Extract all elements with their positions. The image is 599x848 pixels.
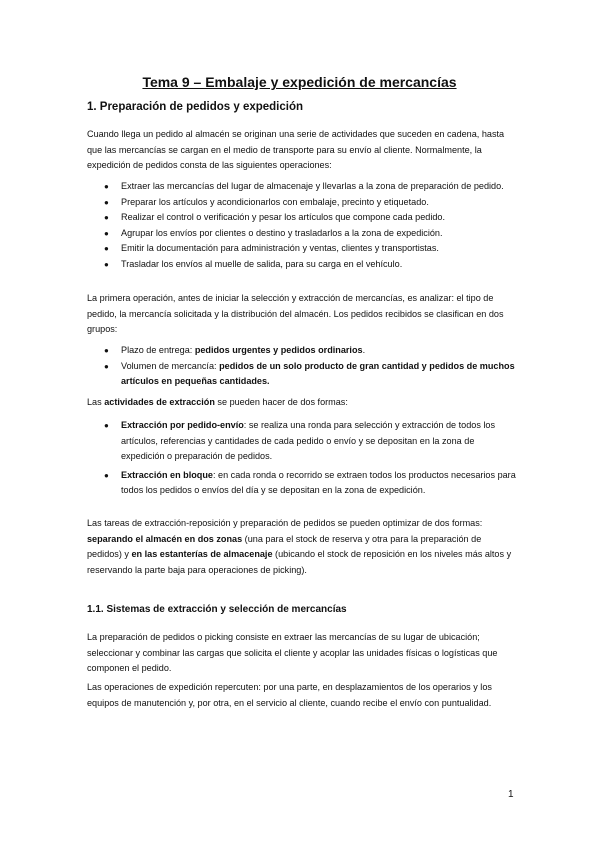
operations-list <box>104 179 518 272</box>
list-item: ● Preparar los artículos y acondicionarlos con embalaje, precinto y etiquetado. <box>104 195 518 211</box>
list-item: ● Agrupar los envíos por clientes o destino y trasladarlos a la zona de expedición. <box>104 226 518 242</box>
picking-paragraph: La preparación de pedidos o picking consiste en extraer las mercancías de su lugar de ubicación; seleccionar y combinar las cargas que solicita el cliente y acoplar las unidades físicas o logísticas que componen el pedido. <box>87 632 498 673</box>
bullet-icon: ● <box>104 197 109 207</box>
bullet-icon: ● <box>104 244 109 253</box>
subsection-heading: 1.1. Sistemas de extracción y selección de mercancías <box>87 604 347 615</box>
list-item: ● Plazo de entrega: pedidos urgentes y pedidos ordinarios. <box>104 343 518 359</box>
bullet-icon: ● <box>104 346 109 355</box>
first-operation-paragraph: La primera operación, antes de iniciar la selección y extracción de mercancías, es analizar: el tipo de pedido, la mercancía solicitada y la distribución del almacén. Los pedidos recibidos se clasifican en dos grupos: <box>87 293 504 334</box>
bullet-icon: ● <box>104 259 109 269</box>
document-title: Tema 9 – Embalaje y expedición de mercancías <box>142 74 457 90</box>
list-item: ● Realizar el control o verificación y pesar los artículos que compone cada pedido. <box>104 210 518 226</box>
page-number: 1 <box>508 789 514 800</box>
list-item: ● Extraer las mercancías del lugar de almacenaje y llevarlas a la zona de preparación de pedido. <box>104 179 518 195</box>
bullet-icon: ● <box>104 421 109 430</box>
list-item: ● Trasladar los envíos al muelle de salida, para su carga en el vehículo. <box>104 257 518 273</box>
bullet-icon: ● <box>104 470 109 480</box>
bullet-icon: ● <box>104 361 109 371</box>
bullet-icon: ● <box>104 182 109 191</box>
extraction-forms-list <box>104 418 518 502</box>
bullet-icon: ● <box>104 228 109 238</box>
section-heading: 1. Preparación de pedidos y expedición <box>87 101 304 113</box>
list-item: ● Emitir la documentación para administración y ventas, clientes y transportistas. <box>104 241 518 257</box>
optimization-paragraph: Las tareas de extracción-reposición y preparación de pedidos se pueden optimizar de dos formas: separando el almacén en dos zonas (una para el stock de reserva y otra para la preparación de pedidos) y en las estanterías de almacenaje (ubicando el stock de reposición en los niveles más altos y reservando la parte baja para operaciones de picking). <box>87 518 512 575</box>
intro-paragraph: Cuando llega un pedido al almacén se originan una serie de actividades que suceden en cadena, hasta que las mercancías se cargan en el medio de transporte para su envío al cliente. Normalmente, la expedición de pedidos consta de las siguientes operaciones: <box>87 129 505 170</box>
extraction-intro: Las actividades de extracción se pueden hacer de dos formas: <box>87 397 348 407</box>
list-item: ● Extracción en bloque: en cada ronda o recorrido se extraen todos los productos necesarios para todos los pedidos o envíos del día y se depositan en la zona de expedición. <box>104 469 516 495</box>
list-item: ● Extracción por pedido-envío: se realiza una ronda para selección y extracción de todos los artículos, referencias y cantidades de cada pedido o envío y se depositan en la zona de expedición o preparación de pedidos. <box>104 420 496 461</box>
list-item: ● Volumen de mercancía: pedidos de un solo producto de gran cantidad y pedidos de muchos artículos en pequeñas cantidades. <box>104 360 515 386</box>
bullet-icon: ● <box>104 213 109 222</box>
expedition-paragraph: Las operaciones de expedición repercuten: por una parte, en desplazamientos de los operarios y los equipos de manutención y, por otra, en el servicio al cliente, cuando recibe el envío con puntualidad. <box>87 682 492 708</box>
groups-list <box>104 343 518 390</box>
